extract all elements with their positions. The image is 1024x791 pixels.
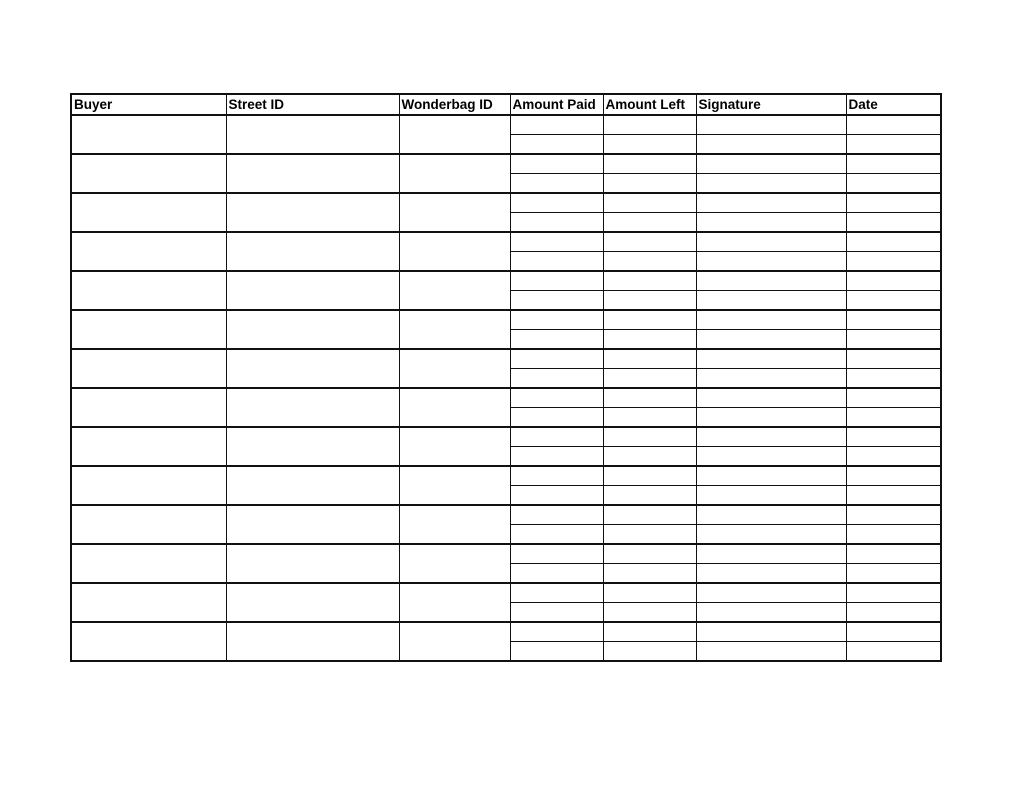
amount-left-cell[interactable] (603, 447, 696, 467)
amount-paid-cell[interactable] (510, 213, 603, 233)
signature-cell[interactable] (696, 193, 846, 213)
amount-paid-cell[interactable] (510, 115, 603, 135)
date-cell[interactable] (846, 252, 941, 272)
date-cell[interactable] (846, 291, 941, 311)
signature-cell[interactable] (696, 408, 846, 428)
buyer-cell[interactable] (71, 388, 226, 427)
amount-left-cell[interactable] (603, 310, 696, 330)
amount-paid-cell[interactable] (510, 544, 603, 564)
date-cell[interactable] (846, 232, 941, 252)
buyer-cell[interactable] (71, 427, 226, 466)
amount-left-cell[interactable] (603, 583, 696, 603)
street-id-cell[interactable] (226, 193, 399, 232)
amount-left-cell[interactable] (603, 544, 696, 564)
amount-paid-cell[interactable] (510, 427, 603, 447)
wonderbag-id-cell[interactable] (399, 505, 510, 544)
signature-cell[interactable] (696, 427, 846, 447)
amount-paid-cell[interactable] (510, 349, 603, 369)
date-cell[interactable] (846, 525, 941, 545)
amount-left-cell[interactable] (603, 232, 696, 252)
sales-record-sheet (70, 93, 940, 662)
amount-left-cell[interactable] (603, 213, 696, 233)
amount-left-cell[interactable] (603, 486, 696, 506)
record-row (71, 583, 941, 603)
header-signature: Signature (696, 94, 846, 115)
record-row (71, 154, 941, 174)
amount-left-cell[interactable] (603, 369, 696, 389)
header-wonderbag-id: Wonderbag ID (399, 94, 510, 115)
amount-paid-cell[interactable] (510, 466, 603, 486)
wonderbag-id-cell[interactable] (399, 271, 510, 310)
wonderbag-id-cell[interactable] (399, 349, 510, 388)
date-cell[interactable] (846, 408, 941, 428)
buyer-cell[interactable] (71, 349, 226, 388)
amount-paid-cell[interactable] (510, 154, 603, 174)
buyer-cell[interactable] (71, 154, 226, 193)
signature-cell[interactable] (696, 388, 846, 408)
buyer-cell[interactable] (71, 115, 226, 154)
date-cell[interactable] (846, 603, 941, 623)
amount-paid-cell[interactable] (510, 310, 603, 330)
buyer-cell[interactable] (71, 193, 226, 232)
buyer-cell[interactable] (71, 232, 226, 271)
record-row (71, 622, 941, 642)
wonderbag-id-cell[interactable] (399, 583, 510, 622)
amount-paid-cell[interactable] (510, 135, 603, 155)
date-cell[interactable] (846, 622, 941, 642)
date-cell[interactable] (846, 564, 941, 584)
amount-paid-cell[interactable] (510, 252, 603, 272)
amount-paid-cell[interactable] (510, 232, 603, 252)
amount-paid-cell[interactable] (510, 174, 603, 194)
record-row (71, 427, 941, 447)
record-row (71, 115, 941, 135)
street-id-cell[interactable] (226, 466, 399, 505)
signature-cell[interactable] (696, 466, 846, 486)
amount-paid-cell[interactable] (510, 525, 603, 545)
header-row (71, 94, 941, 115)
buyer-cell[interactable] (71, 271, 226, 310)
street-id-cell[interactable] (226, 154, 399, 193)
amount-paid-cell[interactable] (510, 564, 603, 584)
record-row (71, 193, 941, 213)
amount-left-cell[interactable] (603, 135, 696, 155)
amount-paid-cell[interactable] (510, 642, 603, 662)
signature-cell[interactable] (696, 603, 846, 623)
buyer-cell[interactable] (71, 505, 226, 544)
amount-left-cell[interactable] (603, 174, 696, 194)
amount-paid-cell[interactable] (510, 583, 603, 603)
amount-paid-cell[interactable] (510, 447, 603, 467)
record-row (71, 271, 941, 291)
signature-cell[interactable] (696, 252, 846, 272)
street-id-cell[interactable] (226, 544, 399, 583)
amount-left-cell[interactable] (603, 349, 696, 369)
signature-cell[interactable] (696, 232, 846, 252)
signature-cell[interactable] (696, 544, 846, 564)
date-cell[interactable] (846, 135, 941, 155)
street-id-cell[interactable] (226, 622, 399, 661)
date-cell[interactable] (846, 486, 941, 506)
amount-paid-cell[interactable] (510, 271, 603, 291)
date-cell[interactable] (846, 349, 941, 369)
amount-left-cell[interactable] (603, 271, 696, 291)
signature-cell[interactable] (696, 115, 846, 135)
date-cell[interactable] (846, 174, 941, 194)
record-row (71, 310, 941, 330)
street-id-cell[interactable] (226, 310, 399, 349)
record-row (71, 466, 941, 486)
wonderbag-id-cell[interactable] (399, 310, 510, 349)
amount-paid-cell[interactable] (510, 369, 603, 389)
wonderbag-id-cell[interactable] (399, 232, 510, 271)
street-id-cell[interactable] (226, 232, 399, 271)
amount-left-cell[interactable] (603, 642, 696, 662)
ledger-body (71, 115, 941, 661)
amount-left-cell[interactable] (603, 330, 696, 350)
header-amount-paid: Amount Paid (510, 94, 603, 115)
date-cell[interactable] (846, 505, 941, 525)
signature-cell[interactable] (696, 310, 846, 330)
street-id-cell[interactable] (226, 388, 399, 427)
amount-paid-cell[interactable] (510, 388, 603, 408)
signature-cell[interactable] (696, 447, 846, 467)
amount-left-cell[interactable] (603, 466, 696, 486)
header-buyer: Buyer (71, 94, 226, 115)
wonderbag-id-cell[interactable] (399, 154, 510, 193)
signature-cell[interactable] (696, 369, 846, 389)
street-id-cell[interactable] (226, 115, 399, 154)
date-cell[interactable] (846, 213, 941, 233)
signature-cell[interactable] (696, 330, 846, 350)
wonderbag-id-cell[interactable] (399, 193, 510, 232)
amount-left-cell[interactable] (603, 154, 696, 174)
date-cell[interactable] (846, 154, 941, 174)
amount-left-cell[interactable] (603, 525, 696, 545)
amount-paid-cell[interactable] (510, 486, 603, 506)
header-date: Date (846, 94, 941, 115)
buyer-cell[interactable] (71, 466, 226, 505)
date-cell[interactable] (846, 388, 941, 408)
signature-cell[interactable] (696, 622, 846, 642)
signature-cell[interactable] (696, 642, 846, 662)
buyer-cell[interactable] (71, 622, 226, 661)
buyer-cell[interactable] (71, 544, 226, 583)
signature-cell[interactable] (696, 271, 846, 291)
record-row (71, 544, 941, 564)
amount-left-cell[interactable] (603, 291, 696, 311)
date-cell[interactable] (846, 310, 941, 330)
signature-cell[interactable] (696, 525, 846, 545)
sales-ledger-table (70, 93, 942, 662)
street-id-cell[interactable] (226, 427, 399, 466)
signature-cell[interactable] (696, 154, 846, 174)
signature-cell[interactable] (696, 291, 846, 311)
signature-cell[interactable] (696, 486, 846, 506)
amount-left-cell[interactable] (603, 388, 696, 408)
date-cell[interactable] (846, 583, 941, 603)
wonderbag-id-cell[interactable] (399, 427, 510, 466)
wonderbag-id-cell[interactable] (399, 388, 510, 427)
amount-left-cell[interactable] (603, 427, 696, 447)
amount-paid-cell[interactable] (510, 193, 603, 213)
signature-cell[interactable] (696, 135, 846, 155)
wonderbag-id-cell[interactable] (399, 544, 510, 583)
amount-paid-cell[interactable] (510, 622, 603, 642)
street-id-cell[interactable] (226, 349, 399, 388)
record-row (71, 505, 941, 525)
buyer-cell[interactable] (71, 310, 226, 349)
record-row (71, 349, 941, 369)
buyer-cell[interactable] (71, 583, 226, 622)
amount-left-cell[interactable] (603, 115, 696, 135)
signature-cell[interactable] (696, 583, 846, 603)
amount-left-cell[interactable] (603, 622, 696, 642)
street-id-cell[interactable] (226, 271, 399, 310)
amount-left-cell[interactable] (603, 603, 696, 623)
amount-paid-cell[interactable] (510, 505, 603, 525)
header-street-id: Street ID (226, 94, 399, 115)
amount-left-cell[interactable] (603, 505, 696, 525)
date-cell[interactable] (846, 369, 941, 389)
date-cell[interactable] (846, 193, 941, 213)
signature-cell[interactable] (696, 564, 846, 584)
street-id-cell[interactable] (226, 505, 399, 544)
header-amount-left: Amount Left (603, 94, 696, 115)
wonderbag-id-cell[interactable] (399, 115, 510, 154)
amount-paid-cell[interactable] (510, 330, 603, 350)
amount-paid-cell[interactable] (510, 408, 603, 428)
signature-cell[interactable] (696, 213, 846, 233)
amount-paid-cell[interactable] (510, 603, 603, 623)
date-cell[interactable] (846, 544, 941, 564)
date-cell[interactable] (846, 642, 941, 662)
street-id-cell[interactable] (226, 583, 399, 622)
amount-left-cell[interactable] (603, 193, 696, 213)
signature-cell[interactable] (696, 174, 846, 194)
amount-left-cell[interactable] (603, 408, 696, 428)
wonderbag-id-cell[interactable] (399, 622, 510, 661)
date-cell[interactable] (846, 330, 941, 350)
amount-left-cell[interactable] (603, 564, 696, 584)
amount-left-cell[interactable] (603, 252, 696, 272)
date-cell[interactable] (846, 115, 941, 135)
date-cell[interactable] (846, 427, 941, 447)
wonderbag-id-cell[interactable] (399, 466, 510, 505)
record-row (71, 388, 941, 408)
date-cell[interactable] (846, 271, 941, 291)
record-row (71, 232, 941, 252)
date-cell[interactable] (846, 447, 941, 467)
amount-paid-cell[interactable] (510, 291, 603, 311)
signature-cell[interactable] (696, 505, 846, 525)
signature-cell[interactable] (696, 349, 846, 369)
date-cell[interactable] (846, 466, 941, 486)
